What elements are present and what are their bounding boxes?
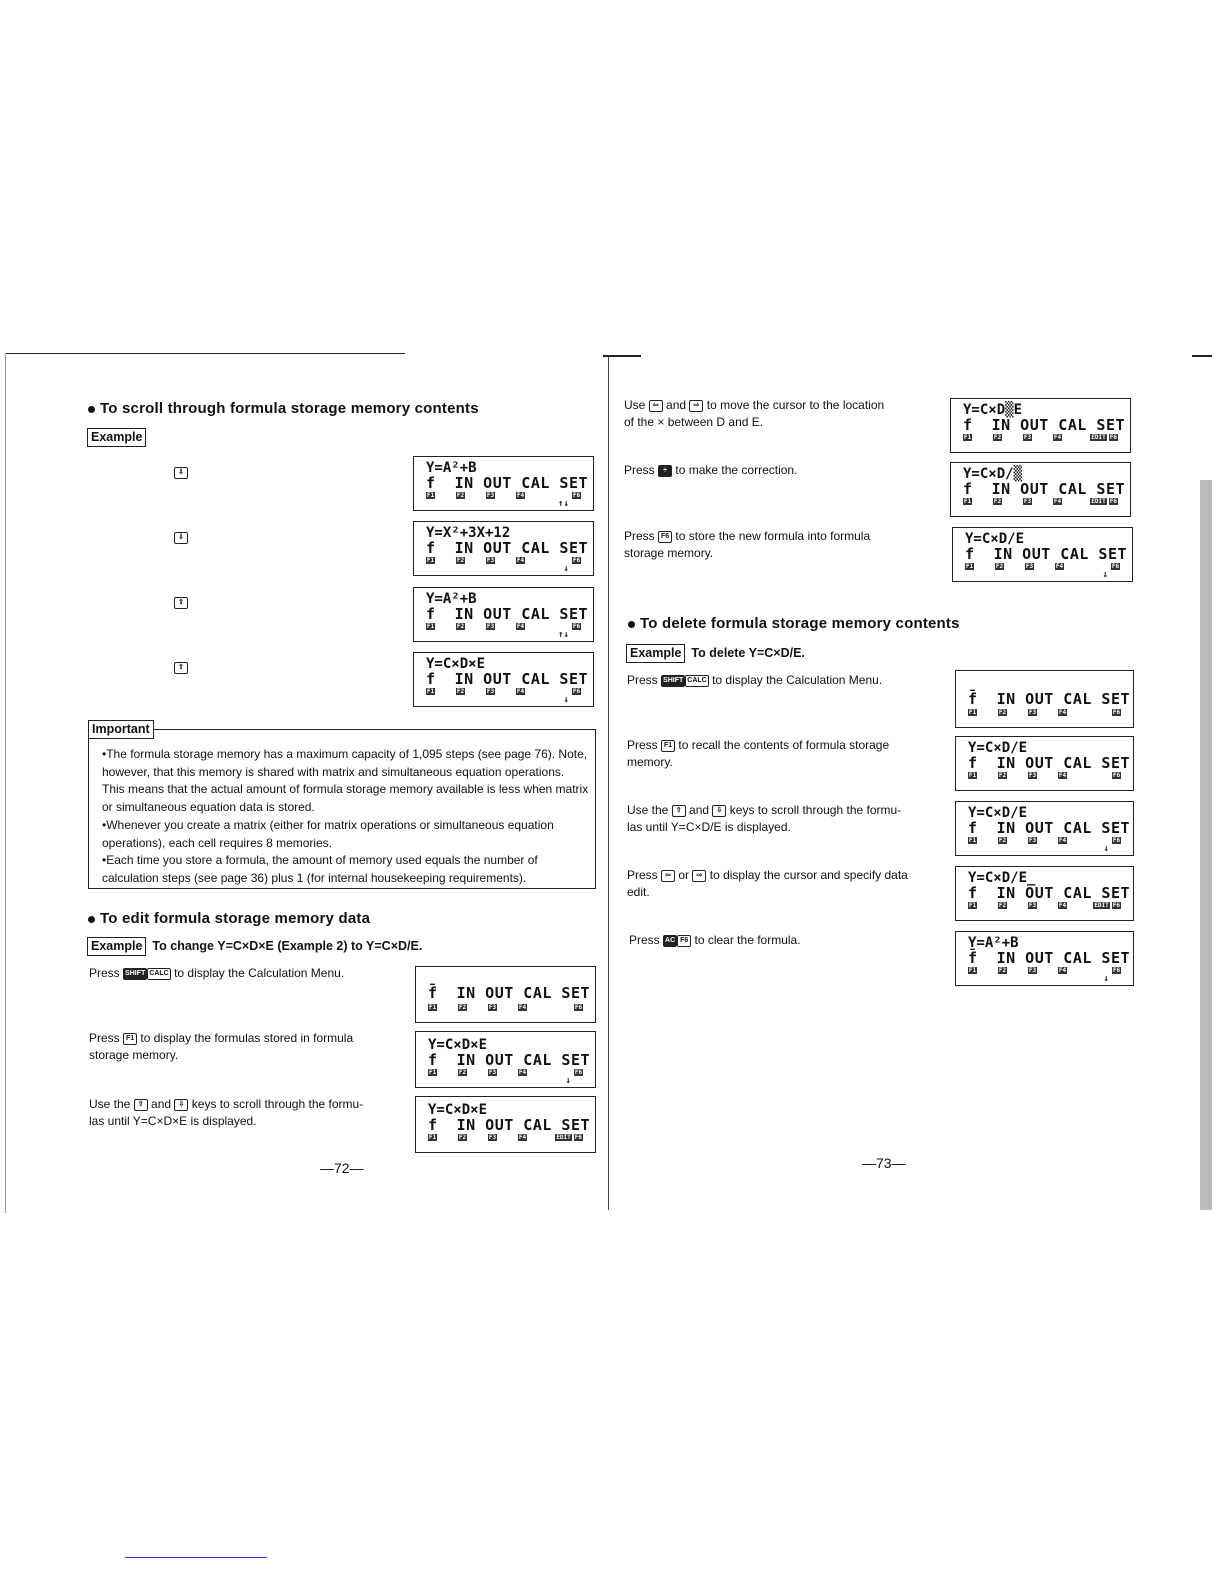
press-word: Press: [89, 966, 120, 980]
edit-cont-step-3: [624, 528, 870, 562]
delete-step-4-text-a: to display the cursor and specify data: [709, 868, 908, 882]
f4-icon: F4: [516, 557, 525, 564]
lcd-line1: Y=C×D/E: [965, 531, 1025, 547]
press-word: Press: [624, 529, 655, 543]
f1-icon: F1: [428, 1004, 437, 1011]
lcd-fkeys: [968, 772, 1088, 780]
edit-step-1-text: to display the Calculation Menu.: [174, 966, 345, 980]
f3-icon: F3: [486, 492, 495, 499]
lcd-line2: f IN OUT CAL SET: [963, 416, 1126, 434]
delete-step-5: [629, 932, 801, 949]
lcd-display: [415, 1031, 596, 1088]
shift-key-icon: SHIFT: [661, 675, 685, 687]
lcd-fkeys: [426, 688, 546, 696]
f3-icon: F3: [1023, 498, 1032, 505]
f3-icon: F3: [488, 1004, 497, 1011]
lcd-line1: Y=C×D/E: [968, 740, 1028, 756]
lcd-fkeys: [968, 902, 1088, 910]
lcd-line2: f̄ IN OUT CAL SET: [428, 984, 591, 1002]
f6-icon: F6: [1112, 902, 1120, 909]
f1-icon: F1: [426, 688, 435, 695]
f2-icon: F2: [993, 498, 1002, 505]
f2-icon: F2: [995, 563, 1004, 570]
page-number-left: —72—: [320, 1160, 364, 1176]
f4-icon: F4: [518, 1134, 527, 1141]
edit-icon: EDIT: [1091, 434, 1106, 441]
important-box: [88, 722, 596, 889]
left-key-icon: ⇦: [661, 870, 675, 882]
f1-icon: F1: [426, 557, 435, 564]
f4-icon: F4: [516, 688, 525, 695]
lcd-display: [955, 736, 1134, 791]
lcd-display: [413, 587, 594, 642]
up-key-icon: ⇧: [174, 662, 188, 674]
edit-step-2-text-b: storage memory.: [89, 1048, 179, 1062]
f3-icon: F3: [488, 1134, 497, 1141]
press-word: Press: [627, 868, 658, 882]
lcd-line1: Y=C×D×E: [428, 1102, 488, 1118]
f3-icon: F3: [1028, 709, 1037, 716]
scroll-arrow-icon: ↓: [563, 564, 569, 574]
lcd-line2: f IN OUT CAL SET: [968, 884, 1131, 902]
center-gutter-rule: [608, 355, 609, 1210]
and-word: and: [151, 1097, 172, 1111]
f6-icon: F6: [572, 688, 581, 695]
f6-icon: F6: [572, 623, 581, 630]
down-key-icon: ⇩: [174, 1099, 188, 1111]
f2-icon: F2: [458, 1134, 467, 1141]
bullet-dot: [88, 406, 95, 413]
important-bullet-2: •Whenever you create a matrix (either for matrix operations or simultaneous equation operations), each cell requires 8 memories.: [102, 818, 554, 850]
lcd-line2: f IN OUT CAL SET: [426, 670, 589, 688]
bullet-dot: [88, 916, 95, 923]
f1-icon: F1: [968, 772, 977, 779]
edit-icon: EDIT: [1091, 498, 1106, 505]
f3-icon: F3: [486, 688, 495, 695]
important-bullet-1: •The formula storage memory has a maximum capacity of 1,095 steps (see page 76). Note, however, that this memory is shared with matrix and simultaneous equation operations. This means that the actual amount of formula storage memory available is less when matrix or simultaneous equation data is stored.: [102, 747, 589, 814]
f6-icon: F6: [1112, 709, 1121, 716]
f4-icon: F4: [1058, 837, 1067, 844]
edit-f6-icons: [1088, 498, 1118, 505]
f1-icon: F1: [428, 1134, 437, 1141]
ac-key-icon: AC: [663, 935, 677, 947]
f6-icon: F6: [1112, 967, 1121, 974]
edit-cont-step-2-text: to make the correction.: [675, 463, 798, 477]
f2-icon: F2: [998, 967, 1007, 974]
example-box: Example: [87, 937, 146, 956]
f4-icon: F4: [1058, 902, 1067, 909]
use-the-word: Use the: [627, 803, 669, 817]
important-label: Important: [88, 720, 154, 739]
f6-key-icon: F6: [658, 531, 672, 543]
press-word: Press: [629, 933, 660, 947]
delete-step-4-text-b: edit.: [627, 885, 650, 899]
down-key-icon: ⇩: [174, 467, 188, 479]
lcd-line1: Y=X²+3X+12: [426, 525, 511, 541]
f1-icon: F1: [426, 623, 435, 630]
left-top-rule: [5, 353, 405, 354]
edit-step-2: [89, 1030, 353, 1064]
lcd-fkeys: [968, 709, 1088, 717]
f1-icon: F1: [963, 434, 972, 441]
delete-step-1: [627, 672, 882, 689]
left-key-icon: ⇦: [649, 400, 663, 412]
page-number-right: —73—: [862, 1155, 906, 1171]
f4-icon: F4: [1053, 498, 1062, 505]
f1-icon: F1: [968, 902, 977, 909]
f1-icon: F1: [968, 967, 977, 974]
scroll-arrow-icon: ↓: [1103, 844, 1109, 854]
f3-icon: F3: [1028, 837, 1037, 844]
delete-step-3: [627, 802, 901, 836]
up-key-icon: ⇧: [672, 805, 686, 817]
press-word: Press: [627, 673, 658, 687]
right-key-icon: ⇨: [689, 400, 703, 412]
f2-icon: F2: [998, 902, 1007, 909]
f1-key-icon: F1: [123, 1033, 137, 1045]
scroll-example-label: [87, 428, 146, 447]
delete-example-text: To delete Y=C×D/E.: [691, 646, 805, 660]
lcd-display: [415, 966, 596, 1023]
f2-icon: F2: [993, 434, 1002, 441]
f1-icon: F1: [428, 1069, 437, 1076]
lcd-display: [950, 398, 1131, 453]
bottom-blue-line: [125, 1557, 267, 1558]
lcd-fkeys: [963, 434, 1083, 442]
lcd-line1: Y=C×D/E: [968, 805, 1028, 821]
f4-icon: F4: [1055, 563, 1064, 570]
press-word: Press: [89, 1031, 120, 1045]
right-key-icon: ⇨: [692, 870, 706, 882]
lcd-display: [952, 527, 1133, 582]
example-box: Example: [87, 428, 146, 447]
edit-title-text: To edit formula storage memory data: [100, 910, 371, 927]
lcd-line2: f IN OUT CAL SET: [965, 545, 1128, 563]
f2-icon: F2: [456, 623, 465, 630]
lcd-line1: Y=C×D/▒: [963, 466, 1023, 482]
f4-icon: F4: [516, 623, 525, 630]
bullet-dot: [628, 621, 635, 628]
lcd-display: [415, 1096, 596, 1153]
edit-section-title: [88, 910, 370, 927]
lcd-line1: Y=A²+B: [426, 460, 477, 476]
edit-example-text: To change Y=C×D×E (Example 2) to Y=C×D/E.: [152, 939, 423, 953]
f3-icon: F3: [1025, 563, 1034, 570]
lcd-fkeys: [968, 967, 1088, 975]
right-edge-shade: [1200, 480, 1212, 1210]
scroll-arrow-icon: ↓: [1103, 974, 1109, 984]
f2-icon: F2: [458, 1069, 467, 1076]
edit-cont-step-1-text-b: of the × between D and E.: [624, 415, 764, 429]
edit-cont-step-3-text-b: storage memory.: [624, 546, 714, 560]
lcd-display: [955, 670, 1134, 728]
lcd-fkeys: [963, 498, 1083, 506]
f3-icon: F3: [486, 557, 495, 564]
delete-step-2: [627, 737, 889, 771]
lcd-line2: f IN OUT CAL SET: [968, 819, 1131, 837]
edit-icon: EDIT: [1094, 902, 1109, 909]
delete-step-1-text: to display the Calculation Menu.: [712, 673, 883, 687]
lcd-fkeys: [968, 837, 1088, 845]
delete-example-row: [626, 644, 805, 663]
f3-icon: F3: [1028, 902, 1037, 909]
lcd-line2: f IN OUT CAL SET: [963, 480, 1126, 498]
right-corner-rule: [1192, 355, 1212, 357]
f2-icon: F2: [456, 557, 465, 564]
delete-step-2-text-b: memory.: [627, 755, 673, 769]
f2-icon: F2: [998, 837, 1007, 844]
scroll-arrow-icon: ↓: [565, 1076, 571, 1086]
lcd-fkeys: [428, 1069, 548, 1077]
use-word: Use: [624, 398, 646, 412]
up-key-icon: ⇧: [174, 597, 188, 609]
scroll-step-3-key: [174, 594, 188, 612]
f6-icon: F6: [1112, 772, 1121, 779]
lcd-line2: f̄ IN OUT CAL SET: [968, 690, 1131, 708]
f4-icon: F4: [1058, 709, 1067, 716]
f3-icon: F3: [488, 1069, 497, 1076]
edit-f6-icons: [1091, 902, 1121, 909]
press-word: Press: [627, 738, 658, 752]
f2-icon: F2: [458, 1004, 467, 1011]
scroll-arrow-icon: ↓: [563, 695, 569, 705]
lcd-display: [413, 456, 594, 511]
f6-icon: F6: [574, 1134, 582, 1141]
shift-key-icon: SHIFT: [123, 968, 147, 980]
lcd-line1: Y=C×D×E: [426, 656, 486, 672]
f2-icon: F2: [998, 709, 1007, 716]
scroll-step-4-key: [174, 659, 188, 677]
f4-icon: F4: [518, 1004, 527, 1011]
lcd-line1: Y=C×D×E: [428, 1037, 488, 1053]
lcd-fkeys: [965, 563, 1085, 571]
f6-icon: F6: [572, 492, 581, 499]
up-key-icon: ⇧: [134, 1099, 148, 1111]
edit-cont-step-1: [624, 397, 884, 431]
edit-cont-step-1-text-a: to move the cursor to the location: [706, 398, 885, 412]
and-word: and: [666, 398, 687, 412]
lcd-line1: Y=A²+B: [426, 591, 477, 607]
lcd-display: [955, 801, 1134, 856]
delete-step-5-text: to clear the formula.: [694, 933, 801, 947]
lcd-fkeys: [426, 623, 546, 631]
or-word: or: [678, 868, 690, 882]
calc-key-icon: CALC: [147, 968, 170, 980]
f4-icon: F4: [516, 492, 525, 499]
f1-icon: F1: [426, 492, 435, 499]
f6-icon: F6: [1109, 434, 1117, 441]
important-bullet-3: •Each time you store a formula, the amount of memory used equals the number of calculation steps (see page 36) plus 1 (for internal housekeeping requirements).: [102, 853, 538, 885]
lcd-display: [950, 462, 1131, 517]
lcd-line2: f IN OUT CAL SET: [426, 605, 589, 623]
lcd-display: [955, 931, 1134, 986]
lcd-line2: f IN OUT CAL SET: [426, 474, 589, 492]
edit-step-2-text-a: to display the formulas stored in formula: [140, 1031, 354, 1045]
f2-icon: F2: [998, 772, 1007, 779]
f1-icon: F1: [965, 563, 974, 570]
delete-step-3-text-a: keys to scroll through the formu-: [729, 803, 902, 817]
edit-example-row: [87, 937, 422, 956]
edit-cont-step-2: [624, 462, 797, 479]
lcd-fkeys: [428, 1004, 548, 1012]
down-key-icon: ⇩: [712, 805, 726, 817]
f1-icon: F1: [968, 837, 977, 844]
edit-cont-step-3-text-a: to store the new formula into formula: [675, 529, 871, 543]
f4-icon: F4: [1058, 967, 1067, 974]
f3-icon: F3: [486, 623, 495, 630]
lcd-display: [955, 866, 1134, 921]
scroll-section-title: [88, 400, 479, 417]
press-word: Press: [624, 463, 655, 477]
f2-icon: F2: [456, 688, 465, 695]
lcd-fkeys: [426, 557, 546, 565]
and-word: and: [689, 803, 710, 817]
edit-step-3: [89, 1096, 363, 1130]
lcd-line2: f IN OUT CAL SET: [968, 754, 1131, 772]
f3-icon: F3: [1028, 772, 1037, 779]
f6-icon: F6: [572, 557, 581, 564]
lcd-line1: Y=C×D/E_: [968, 870, 1036, 886]
lcd-line2: f̄ IN OUT CAL SET: [968, 949, 1131, 967]
delete-step-3-text-b: las until Y=C×D/E is displayed.: [627, 820, 791, 834]
edit-icon: EDIT: [556, 1134, 571, 1141]
lcd-line2: f IN OUT CAL SET: [428, 1051, 591, 1069]
lcd-fkeys: [426, 492, 546, 500]
lcd-fkeys: [428, 1134, 548, 1142]
edit-step-3-text-b: las until Y=C×D×E is displayed.: [89, 1114, 257, 1128]
f4-icon: F4: [1058, 772, 1067, 779]
scroll-arrow-icon: ↑↓: [558, 630, 569, 640]
f6-icon: F6: [574, 1069, 583, 1076]
f6-icon: F6: [1109, 498, 1117, 505]
f3-icon: F3: [1023, 434, 1032, 441]
f4-icon: F4: [518, 1069, 527, 1076]
calc-key-icon: CALC: [685, 675, 708, 687]
lcd-line1: Y=C×D▒E: [963, 402, 1023, 418]
f6-icon: F6: [574, 1004, 583, 1011]
f1-key-icon: F1: [661, 740, 675, 752]
use-the-word: Use the: [89, 1097, 131, 1111]
example-box: Example: [626, 644, 685, 663]
edit-step-3-text-a: keys to scroll through the formu-: [191, 1097, 364, 1111]
f1-icon: F1: [968, 709, 977, 716]
delete-section-title: [628, 615, 960, 632]
f4-icon: F4: [1053, 434, 1062, 441]
delete-step-2-text-a: to recall the contents of formula storage: [678, 738, 890, 752]
scroll-step-2-key: [174, 529, 188, 547]
f6-key-icon: F6: [677, 935, 691, 947]
f6-icon: F6: [1112, 837, 1121, 844]
scroll-arrow-icon: ↓: [1102, 570, 1108, 580]
f1-icon: F1: [963, 498, 972, 505]
scroll-arrow-icon: ↑↓: [558, 499, 569, 509]
scroll-step-1-key: [174, 464, 188, 482]
delete-title-text: To delete formula storage memory contents: [640, 615, 960, 632]
lcd-line1: Y=A²+B: [968, 935, 1019, 951]
lcd-line2: f IN OUT CAL SET: [428, 1116, 591, 1134]
left-edge-rule: [5, 353, 6, 1213]
edit-f6-icons: [1088, 434, 1118, 441]
scroll-title-text: To scroll through formula storage memory contents: [100, 400, 479, 417]
lcd-display: [413, 652, 594, 707]
lcd-display: [413, 521, 594, 576]
down-key-icon: ⇩: [174, 532, 188, 544]
right-top-rule: [603, 355, 641, 357]
lcd-line2: f IN OUT CAL SET: [426, 539, 589, 557]
edit-step-1: [89, 965, 344, 982]
delete-step-4: [627, 867, 908, 901]
f6-icon: F6: [1111, 563, 1120, 570]
divide-key-icon: ÷: [658, 465, 672, 477]
f3-icon: F3: [1028, 967, 1037, 974]
f2-icon: F2: [456, 492, 465, 499]
edit-f6-icons: [553, 1134, 583, 1141]
